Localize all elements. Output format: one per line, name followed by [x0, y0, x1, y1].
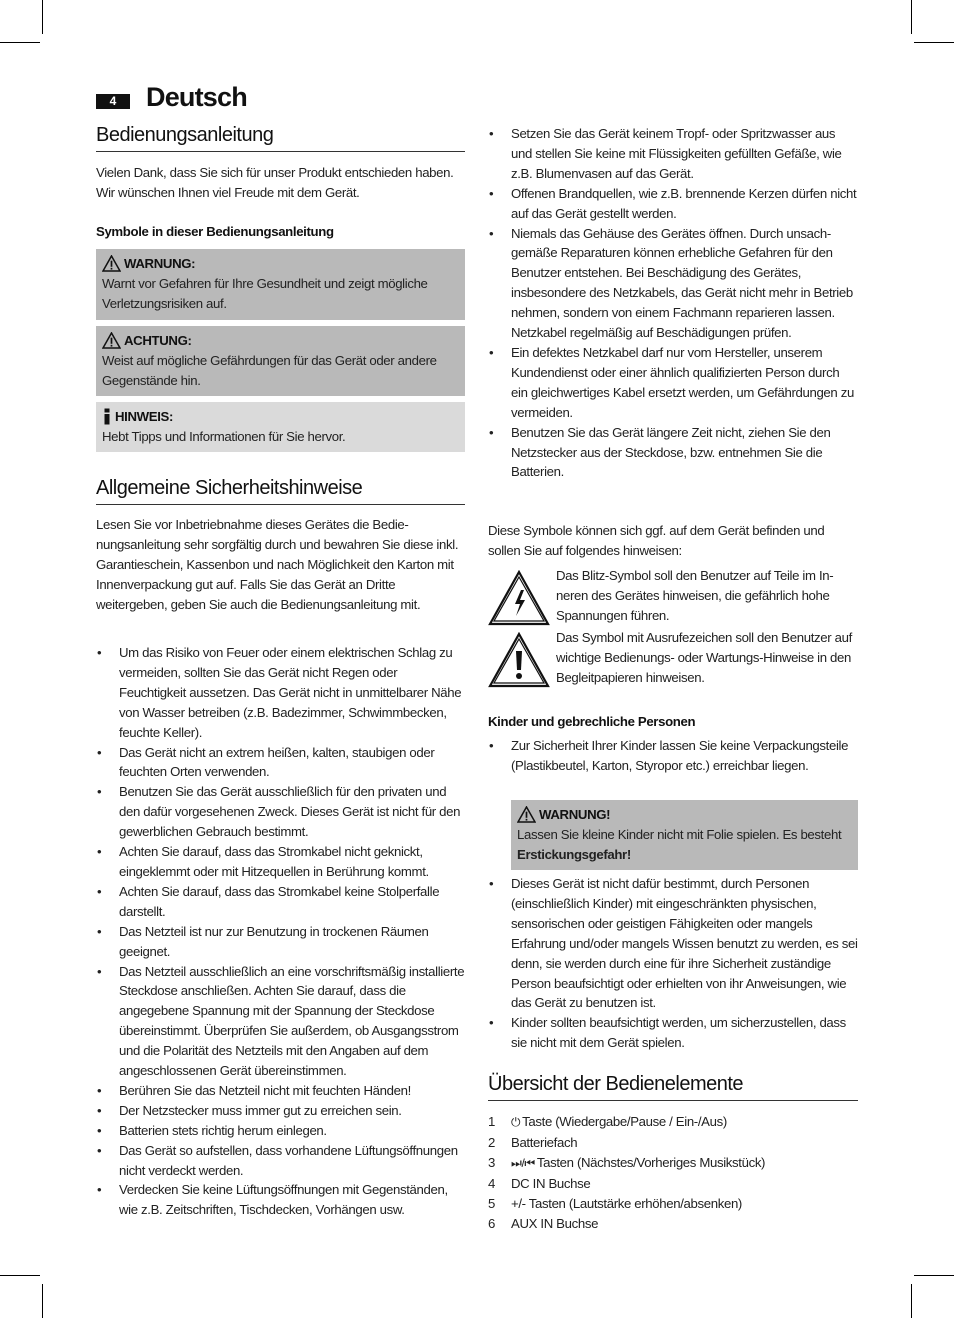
list-item: • Kinder sollten beaufsichtigt werden, um sicherzustellen, dass sie nicht mit dem Gerät spielen.	[488, 1013, 858, 1053]
crop-mark	[914, 1275, 954, 1276]
warning-triangle-icon	[102, 255, 121, 272]
item-number: 4	[488, 1175, 495, 1191]
list-item	[488, 1153, 858, 1174]
list-item	[488, 1112, 858, 1133]
children-warning-label: WARNUNG!	[539, 807, 611, 822]
list-item: • Benutzen Sie das Gerät ausschließlich für den privaten und den dafür vorgesehenen Zweck. Dieses Gerät ist nicht für den gewerblichen Gebrauch bestimmt.	[96, 782, 465, 842]
children-list-1	[488, 736, 858, 776]
skip-track-icon: ⏭/⏮	[511, 1155, 535, 1170]
lightning-warning-icon	[488, 570, 550, 626]
list-item: • Berühren Sie das Netzteil nicht mit feuchten Händen!	[96, 1081, 465, 1101]
list-item: • Das Netzteil ausschließlich an eine vorschriftsmäßig installierte Steckdose anschließen. Achten Sie darauf, dass die angegebene Spannung mit der Spannung der Steckdose übereinstimmt. Überprüfen Sie außerdem, ob Ausgangsstrom und die Polarität des Netzteils mit den Angaben auf dem angeschlossenen Gerät übereinstimmen.	[96, 962, 465, 1081]
hint-text: Hebt Tipps und Informationen für Sie hervor.	[102, 428, 346, 444]
children-warning-text	[517, 825, 852, 865]
list-item: • Um das Risiko von Feuer oder einem elektrischen Schlag zu vermeiden, sollten Sie das Gerät nicht Regen oder Feuchtigkeit aussetzen. Das Gerät nicht in unmittelbarer Nähe von Wasser betreiben (z.B. Badezimmer, Schwimmbecken, feuchte Keller).	[96, 643, 465, 743]
hint-label: HINWEIS:	[115, 409, 174, 424]
list-item	[488, 1214, 858, 1234]
children-heading: Kinder und gebrechliche Personen	[488, 714, 696, 729]
language-title: Deutsch	[146, 82, 247, 112]
list-item: • Achten Sie darauf, dass das Stromkabel keine Stolperfalle darstellt.	[96, 882, 465, 922]
list-item: • Ein defektes Netzkabel darf nur vom Hersteller, unserem Kundendienst oder einer ähnlich qualifizierten Person durch ein gleichwertiges Kabel ersetzt werden, um Gefährdungen zu vermeiden.	[488, 343, 858, 423]
symbols-heading: Symbole in dieser Bedienungsanleitung	[96, 224, 334, 239]
caution-text: Weist auf mögliche Gefährdungen für das Gerät oder andere Gegenstände hin.	[102, 352, 437, 388]
list-item: • Niemals das Gehäuse des Gerätes öffnen. Durch unsachgemäße Reparaturen können erhebliche Gefahren für den Benutzer entstehen. Bei Beschädigung des Gerätes, insbesondere des Netzkabels, das Gerät nicht mehr in Betrieb nehmen, sondern von einem Fachmann reparieren lassen. Netzkabel regelmäßig auf Beschädigungen prüfen.	[488, 224, 858, 343]
warning-emphasis: Erstickungsgefahr!	[517, 846, 631, 862]
crop-mark	[911, 1284, 912, 1318]
list-item: • Das Gerät nicht an extrem heißen, kalten, staubigen oder feuchten Orten verwenden.	[96, 743, 465, 783]
safety-intro: Lesen Sie vor Inbetriebnahme dieses Gerätes die Bedienungsanleitung sehr sorgfältig durch und bewahren Sie diese inkl. Garantieschein, Kassenbon und nach Möglichkeit den Karton mit Innenverpackung gut auf. Falls Sie das Gerät an Dritte weitergeben, geben Sie auch die Bedienungsanleitung mit.	[96, 517, 459, 612]
crop-mark	[0, 42, 40, 43]
warning-text: Warnt vor Gefahren für Ihre Gesundheit und zeigt mögliche Verletzungsrisiken auf.	[102, 275, 428, 311]
item-number: 1	[488, 1114, 495, 1129]
lightning-symbol-text: Das Blitz-Symbol soll den Benutzer auf Teile im Inneren des Gerätes hinweisen, die gefährlich hohe Spannungen führen.	[556, 568, 834, 623]
item-text: Batteriefach	[511, 1134, 578, 1150]
caution-box	[96, 326, 465, 396]
item-text: DC IN Buchse	[511, 1175, 591, 1191]
warning-text: Lassen Sie kleine Kinder nicht mit Folie spielen. Es besteht	[517, 826, 842, 842]
exclamation-symbol-row	[488, 628, 858, 690]
crop-mark	[42, 0, 43, 34]
crop-mark	[914, 42, 954, 43]
caution-triangle-icon	[102, 332, 121, 349]
crop-mark	[42, 1284, 43, 1318]
manual-intro: Vielen Dank, dass Sie sich für unser Produkt entschieden haben. Wir wünschen Ihnen viel Freude mit dem Gerät.	[96, 165, 454, 200]
list-item: • Achten Sie darauf, dass das Stromkabel nicht geknickt, eingeklemmt oder mit Hitzequellen in Berührung kommt.	[96, 842, 465, 882]
exclamation-warning-icon	[488, 632, 550, 688]
item-text: Taste (Wiedergabe/Pause / Ein-/Aus)	[522, 1114, 727, 1129]
safety-heading: Allgemeine Sicherheitshinweise	[96, 477, 465, 505]
crop-mark	[911, 0, 912, 34]
list-item: • Batterien stets richtig herum einlegen.	[96, 1121, 465, 1141]
caution-label: ACHTUNG:	[124, 333, 192, 348]
crop-mark	[0, 1275, 40, 1276]
list-item	[488, 1194, 858, 1214]
hint-box	[96, 402, 465, 452]
item-number: 5	[488, 1195, 495, 1211]
warning-label: WARNUNG:	[124, 256, 196, 271]
list-item: • Der Netzstecker muss immer gut zu erreichen sein.	[96, 1101, 465, 1121]
power-icon: ⏻	[511, 1115, 521, 1129]
device-symbols-intro: Diese Symbole können sich ggf. auf dem Gerät befinden und sollen Sie auf folgendes hinweisen:	[488, 523, 825, 558]
manual-heading: Bedienungsanleitung	[96, 124, 465, 152]
list-item: • Verdecken Sie keine Lüftungsöffnungen mit Gegenständen, wie z.B. Zeitschriften, Tischdecken, Vorhängen usw.	[96, 1180, 465, 1220]
warning-box	[96, 249, 465, 320]
safety-list	[96, 643, 465, 1220]
list-item: • Setzen Sie das Gerät keinem Tropf- oder Spritzwasser aus und stellen Sie keine mit Flüssigkeiten gefüllten Gefäße, wie z.B. Blumenvasen auf das Gerät.	[488, 124, 858, 184]
item-number: 6	[488, 1215, 495, 1231]
list-item: • Benutzen Sie das Gerät längere Zeit nicht, ziehen Sie den Netzstecker aus der Steckdose, bzw. entnehmen Sie die Batterien.	[488, 423, 858, 483]
controls-list	[488, 1112, 858, 1233]
children-list-2	[488, 874, 858, 1053]
info-icon	[102, 408, 112, 425]
list-item: • Das Gerät so aufstellen, dass vorhandene Lüftungsöffnungen nicht verdeckt werden.	[96, 1141, 465, 1181]
item-text: +/- Tasten (Lautstärke erhöhen/absenken)	[511, 1195, 742, 1211]
controls-heading: Übersicht der Bedienelemente	[488, 1073, 858, 1101]
item-number: 3	[488, 1154, 495, 1170]
item-text: Tasten (Nächstes/Vorheriges Musikstück)	[536, 1154, 766, 1170]
warning-triangle-icon	[517, 806, 536, 823]
lightning-symbol-row	[488, 566, 858, 628]
list-item: • Dieses Gerät ist nicht dafür bestimmt, durch Personen (einschließlich Kinder) mit eingeschränkten physischen, sensorischen oder geistigen Fähigkeiten oder mangels Erfahrung und/oder mangels Wissen benutzt zu werden, es sei denn, sie werden durch eine für ihre Sicherheit zuständige Person beaufsichtigt oder erhielten von ihr Anweisungen, wie das Gerät zu benutzen ist.	[488, 874, 858, 1013]
item-number: 2	[488, 1134, 495, 1150]
list-item	[488, 1174, 858, 1194]
children-warning-box	[511, 800, 858, 870]
safety-list-continued	[488, 124, 858, 482]
list-item: • Das Netzteil ist nur zur Benutzung in trockenen Räumen geeignet.	[96, 922, 465, 962]
page-number: 4	[96, 94, 130, 109]
list-item: • Offenen Brandquellen, wie z.B. brennende Kerzen dürfen nicht auf das Gerät gestellt werden.	[488, 184, 858, 224]
item-text: AUX IN Buchse	[511, 1215, 599, 1231]
list-item: • Zur Sicherheit Ihrer Kinder lassen Sie keine Verpackungsteile (Plastikbeutel, Karton, Styropor etc.) erreichbar liegen.	[488, 736, 858, 776]
exclamation-symbol-text: Das Symbol mit Ausrufezeichen soll den Benutzer auf wichtige Bedienungs- oder Wartungs-Hinweise in den Begleitpapieren hinweisen.	[556, 630, 852, 685]
list-item	[488, 1133, 858, 1153]
